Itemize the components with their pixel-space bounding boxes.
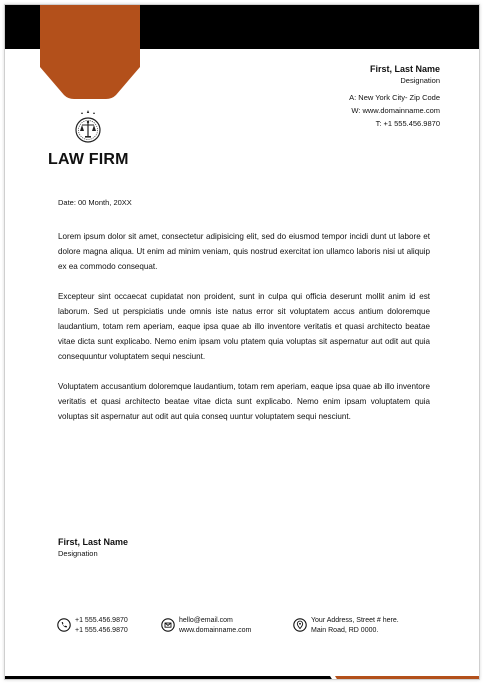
body-paragraph: Lorem ipsum dolor sit amet, consectetur adipisicing elit, sed do eiusmod tempor incidi dunt ut labore et dolore magna aliqua. Ut enim ad minim veniam, quis nostrud exercitat ion ullamco laboris nisi ut aliquip ex ea commodo consequat.: [58, 232, 430, 271]
footer-address: [293, 616, 399, 636]
body-paragraph: Voluptatem accusantium doloremque laudantium, totam rem aperiam, eaque ipsa quae ab illo inventore veritatis et quasi architecto beatae vitae dicta sunt explicabo. Nemo enim ipsam voluptatem quia voluptas sit aspernatur aut odit aut quia conseq uuntur voluptatem sequi nesciunt.: [58, 382, 430, 421]
sender-designation: Designation: [400, 76, 440, 85]
footer-phone: [57, 616, 128, 636]
sender-website: W: www.domainname.com: [351, 106, 440, 115]
footer-website-line: www.domainname.com: [179, 627, 252, 634]
footer-phone-line: +1 555.456.9870: [75, 617, 128, 624]
footer-email: [161, 616, 251, 636]
letter-body: [58, 229, 430, 439]
letter-date: Date: 00 Month, 20XX: [58, 198, 132, 207]
body-paragraph: Excepteur sint occaecat cupidatat non proident, sunt in culpa qui officia deserunt mollit anim id est laborum. Sed ut perspiciatis unde omnis iste natus error sit voluptatem accus antium doloremque laudantium, totam rem aperiam, eaque ipsa quae ab illo inventore veritatis et quasi architecto beatae vitae dicta sunt explicabo. Nemo enim ipsam volu ptatem quia voluptas sit aspernatur aut odit aut quia consequuntur voluptatem sequi nesciunt.: [58, 292, 430, 361]
footer-phone-line: +1 555.456.9870: [75, 627, 128, 634]
sender-name: First, Last Name: [369, 64, 440, 74]
orange-header-tab: [40, 5, 140, 99]
firm-name: LAW FIRM: [48, 151, 129, 168]
phone-icon: [57, 618, 71, 632]
email-icon: [161, 618, 175, 632]
footer-email-line: hello@email.com: [179, 617, 233, 624]
sender-address: A: New York City- Zip Code: [349, 93, 440, 102]
footer-address-line: Main Road, RD 0000.: [311, 627, 379, 634]
sender-phone: T: +1 555.456.9870: [375, 119, 440, 128]
bottom-band: [5, 671, 479, 679]
signature-designation: Designation: [58, 549, 98, 558]
scales-of-justice-icon: [71, 109, 105, 145]
letterhead-page: [4, 4, 480, 680]
sender-info: [349, 63, 440, 130]
signature-block: [58, 536, 128, 560]
signature-name: First, Last Name: [58, 537, 129, 547]
location-pin-icon: [293, 618, 307, 632]
footer-address-line: Your Address, Street # here.: [311, 617, 399, 624]
